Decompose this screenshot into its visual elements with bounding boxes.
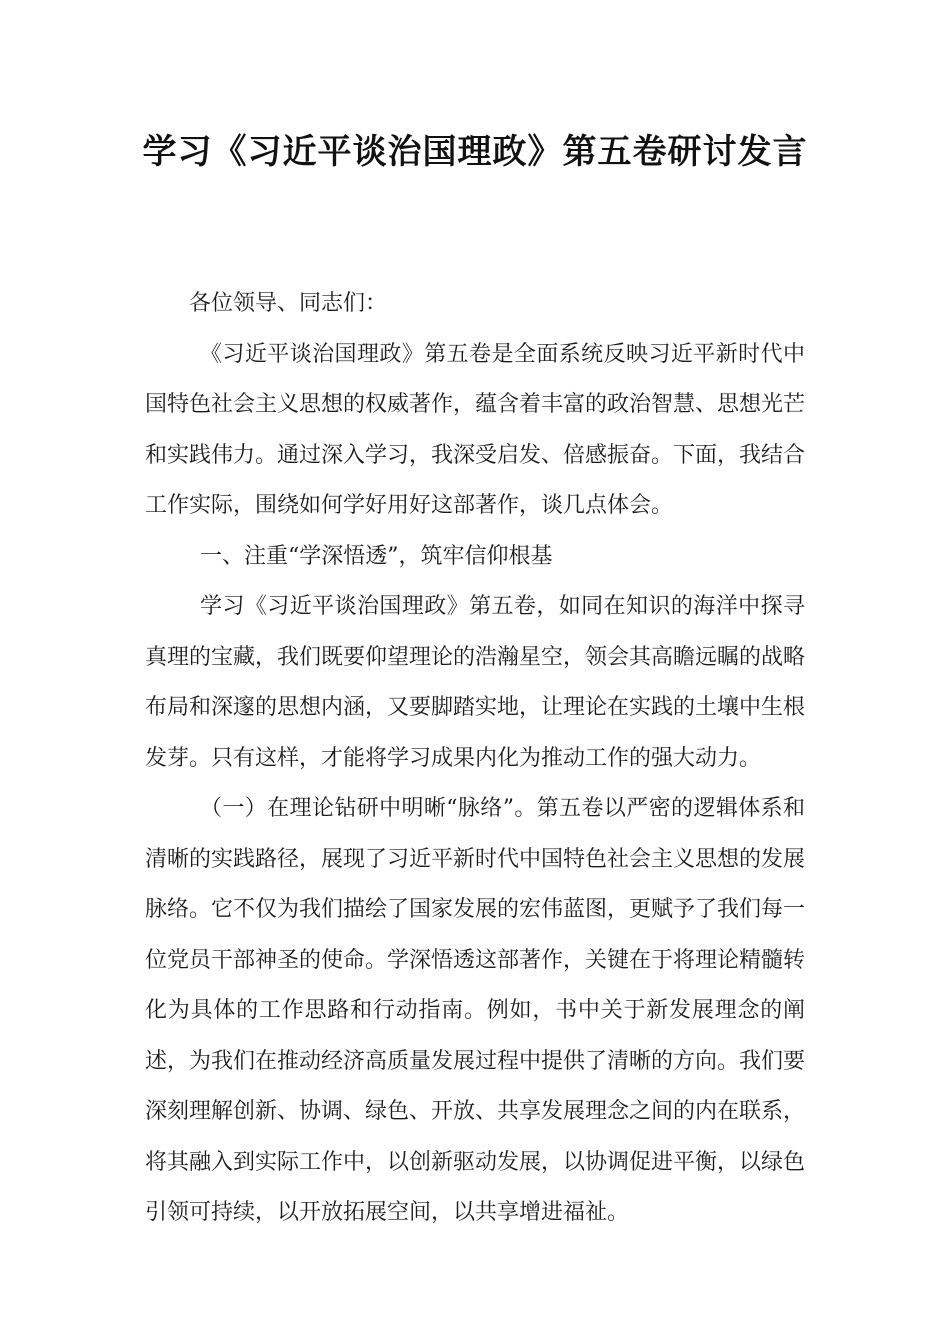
greeting: 各位领导、同志们： xyxy=(189,291,388,316)
document-body xyxy=(145,279,805,1239)
document-title: 学习《习近平谈治国理政》第五卷研讨发言 xyxy=(142,132,808,172)
body-paragraph: （一）在理论钻研中明晰“脉络”。第五卷以严密的逻辑体系和清晰的实践路径，展现了习近平新时代中国特色社会主义思想的发展脉络。它不仅为我们描绘了国家发展的宏伟蓝图，更赋予了我们每一位党员干部神圣的使命。学深悟透这部著作，关键在于将理论精髓转化为具体的工作思路和行动指南。例如，书中关于新发展理念的阐述，为我们在推动经济高质量发展过程中提供了清晰的方向。我们要深刻理解创新、协调、绿色、开放、共享发展理念之间的内在联系，将其融入到实际工作中，以创新驱动发展，以协调促进平衡，以绿色引领可持续，以开放拓展空间，以共享增进福祉。 xyxy=(145,796,806,1225)
intro-paragraph: 《习近平谈治国理政》第五卷是全面系统反映习近平新时代中国特色社会主义思想的权威著作，蕴含着丰富的政治智慧、思想光芒和实践伟力。通过深入学习，我深受启发、倍感振奋。下面，我结合工作实际，围绕如何学好用好这部著作，谈几点体会。 xyxy=(145,341,806,518)
body-paragraph: 学习《习近平谈治国理政》第五卷，如同在知识的海洋中探寻真理的宝藏，我们既要仰望理论的浩瀚星空，领会其高瞻远瞩的战略布局和深邃的思想内涵，又要脚踏实地，让理论在实践的土壤中生根发芽。只有这样，才能将学习成果内化为推动工作的强大动力。 xyxy=(145,594,806,771)
section-heading: 一、注重“学深悟透”，筑牢信仰根基 xyxy=(200,543,553,569)
